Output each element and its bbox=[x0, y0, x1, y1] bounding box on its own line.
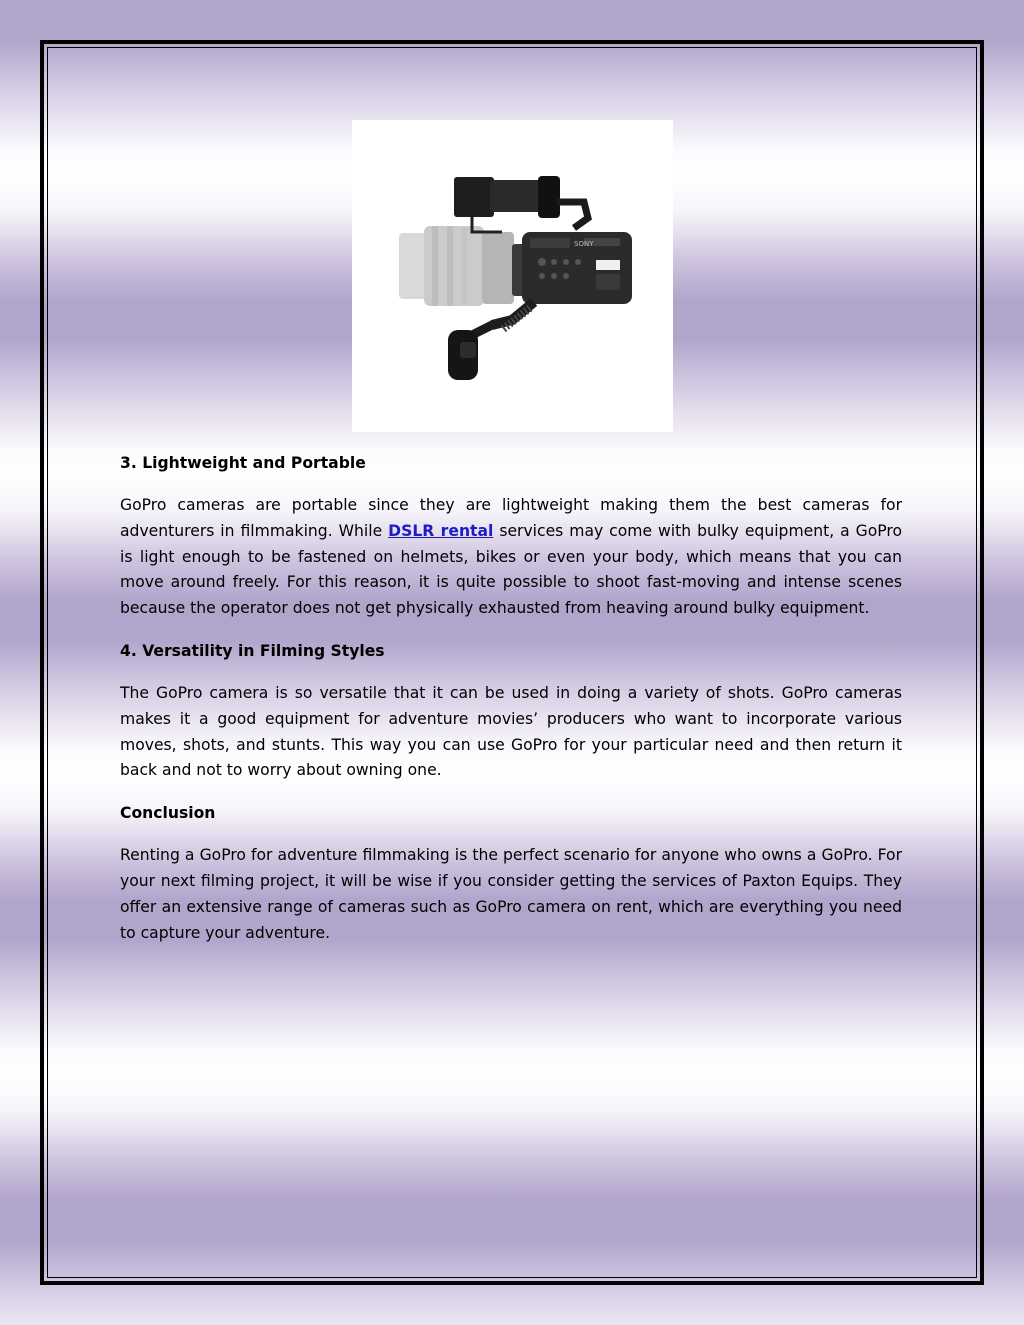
section-heading-versatility: 4. Versatility in Filming Styles bbox=[120, 641, 385, 660]
dslr-rental-link[interactable]: DSLR rental bbox=[388, 521, 494, 540]
section-heading-lightweight: 3. Lightweight and Portable bbox=[120, 454, 366, 472]
article-body bbox=[120, 451, 902, 963]
brand-mark-text: SONY bbox=[574, 240, 594, 248]
camera-photo bbox=[352, 120, 673, 432]
section-paragraph-conclusion: Renting a GoPro for adventure filmmaking is the perfect scenario for anyone who owns a GoPro. For your next filming project, it will be wise if you consider getting the services of Paxton Equips. They offer an extensive range of cameras such as GoPro camera on rent, which are everything you need to capture your adventure. bbox=[120, 846, 902, 942]
paragraph-text-after-link: services may come with bulky equipment, a GoPro is light enough to be fastened on helmets, bikes or even your body, which means that you can move around freely. For this reason, it is quite possible to shoot fast-moving and intense scenes because the operator does not get physically exhausted from heaving around bulky equipment. bbox=[120, 521, 902, 618]
section-paragraph-lightweight bbox=[120, 493, 902, 622]
paragraph-text-before-link: GoPro cameras are portable since they are lightweight making them the best cameras for adventurers in filmmaking. While bbox=[120, 496, 902, 540]
section-paragraph-versatility: The GoPro camera is so versatile that it can be used in doing a variety of shots. GoPro cameras makes it a good equipment for adventure movies’ producers who want to incorporate various moves, shots, and stunts. This way you can use GoPro for your particular need and then return it back and not to worry about owning one. bbox=[120, 683, 902, 780]
section-heading-conclusion: Conclusion bbox=[120, 804, 216, 823]
camera-icon bbox=[352, 120, 673, 432]
